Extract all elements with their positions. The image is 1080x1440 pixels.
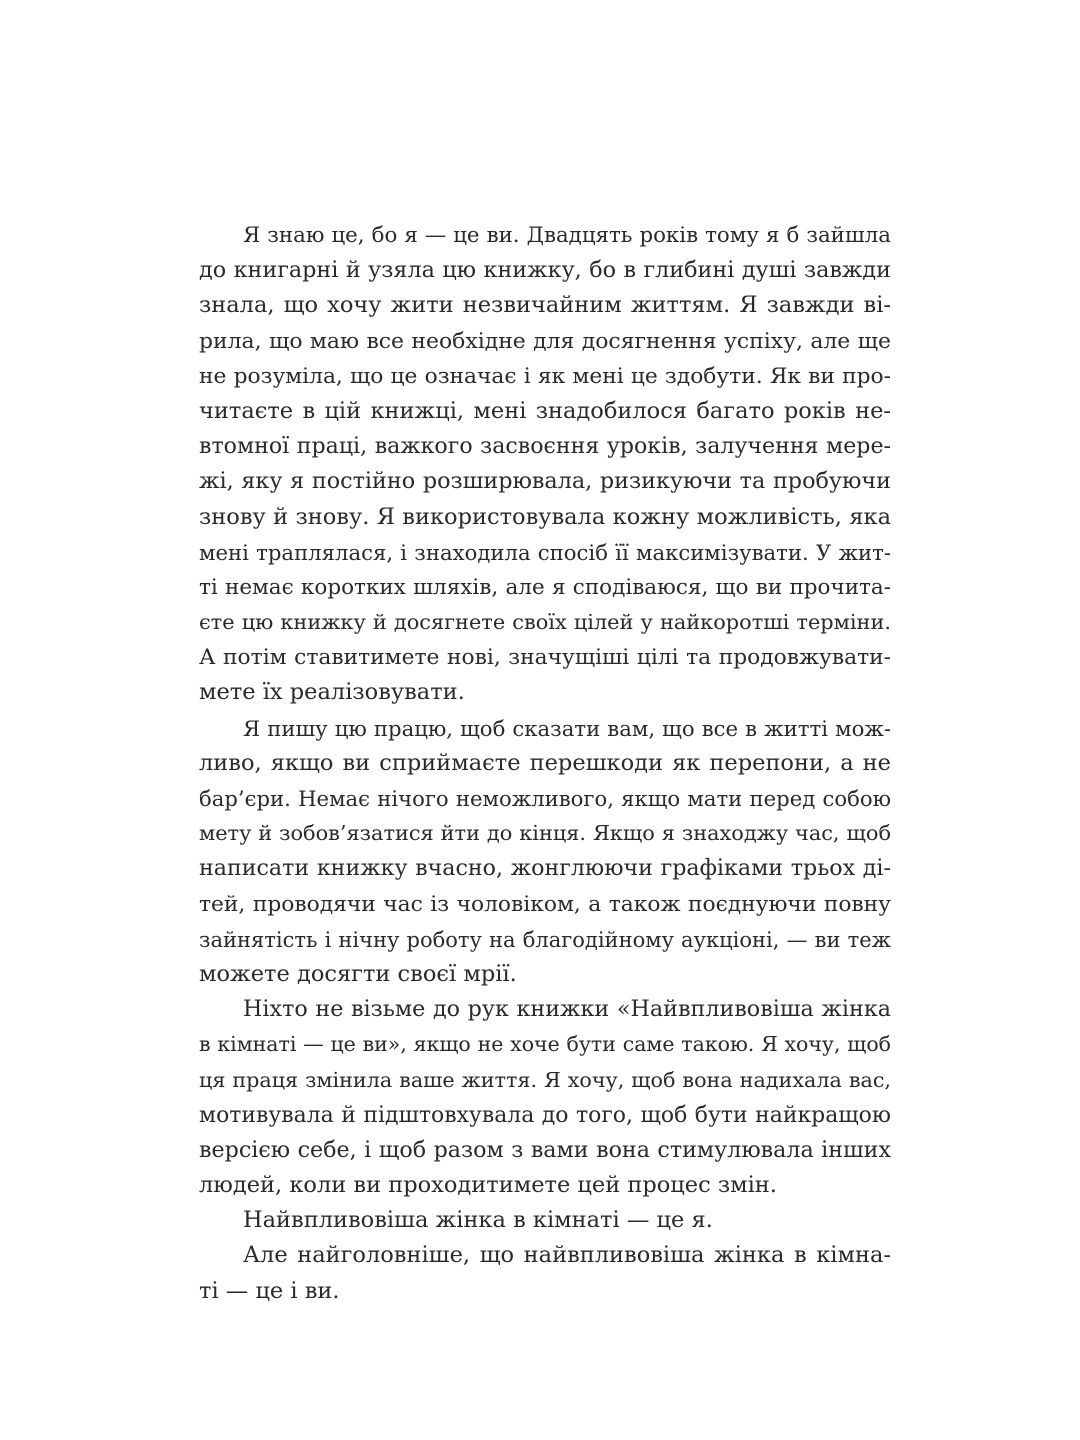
text-line: Найвпливовіша жінка в кімнаті — це я. (243, 1207, 713, 1234)
text-line: ливо, якщо ви сприймаєте перешкоди як перепони, а не (199, 749, 891, 776)
paragraph-4 (199, 1203, 891, 1238)
text-line: мету й зобов’язатися йти до кінця. Якщо я знаходжу час, щоб (199, 821, 891, 846)
page-text (199, 218, 891, 1309)
text-line: Я знаю це, бо я — це ви. Двадцять років тому я б зайшла (243, 223, 891, 248)
text-line: рила, що маю все необхідне для досягнення успіху, але ще (199, 328, 891, 354)
text-line: не розуміла, що це означає і як мені це здобути. Як ви про- (199, 363, 891, 389)
text-line: людей, коли ви проходитимете цей процес змін. (199, 1172, 777, 1199)
text-line: до книгарні й узяла цю книжку, бо в глибині душі завжди (199, 257, 891, 284)
text-line: знала, що хочу жити незвичайним життям. Я завжди ві- (199, 292, 891, 319)
text-line: зайнятість і нічну роботу на благодійному аукціоні, — ви теж (199, 926, 891, 952)
text-line: ті немає коротких шляхів, але я сподіваюся, що ви прочита- (199, 574, 891, 600)
text-line: А потім ставитимете нові, значущіші цілі та продовжувати- (199, 645, 891, 671)
text-line: єте цю книжку й досягнете своїх цілей у найкоротші терміни. (199, 610, 891, 635)
text-line: тей, проводячи час із чоловіком, а також поєднуючи повну (199, 891, 891, 917)
text-line: можете досягти своєї мрії. (199, 960, 517, 987)
text-line: жі, яку я постійно розширювала, ризикуючи та пробуючи (199, 468, 891, 495)
text-line: ця праця змінила ваше життя. Я хочу, щоб вона надихала вас, (199, 1067, 891, 1092)
text-line: в кімнаті — це ви», якщо не хоче бути саме такою. Я хочу, щоб (199, 1032, 891, 1057)
text-line: мете їх реалізовувати. (199, 679, 465, 706)
text-line: читаєте в цій книжці, мені знадобилося багато років не- (199, 397, 891, 424)
text-line: мотивувала й підштовхувала до того, щоб бути найкращою (199, 1102, 891, 1128)
paragraph-1 (199, 218, 891, 711)
text-line: Ніхто не візьме до рук книжки «Найвпливовіша жінка (243, 996, 891, 1023)
text-line: втомної праці, важкого засвоєння уроків, залучення мере- (199, 433, 891, 460)
text-line: написати книжку вчасно, жонглюючи графіками трьох ді- (199, 855, 891, 882)
text-line: ті — це і ви. (199, 1277, 340, 1304)
text-line: Я пишу цю працю, щоб сказати вам, що все в житті мож- (243, 715, 891, 741)
paragraph-5 (199, 1238, 891, 1308)
text-line: мені траплялася, і знаходила спосіб її максимізувати. У жит- (199, 539, 891, 565)
paragraph-2 (199, 711, 891, 993)
text-line: Але найголовніше, що найвпливовіша жінка в кімна- (243, 1242, 891, 1269)
text-line: знову й знову. Я використовувала кожну можливість, яка (199, 503, 891, 530)
paragraph-3 (199, 992, 891, 1203)
text-line: версією себе, і щоб разом з вами вона стимулювала інших (199, 1136, 891, 1163)
text-line: бар’єри. Немає нічого неможливого, якщо мати перед собою (199, 786, 891, 811)
